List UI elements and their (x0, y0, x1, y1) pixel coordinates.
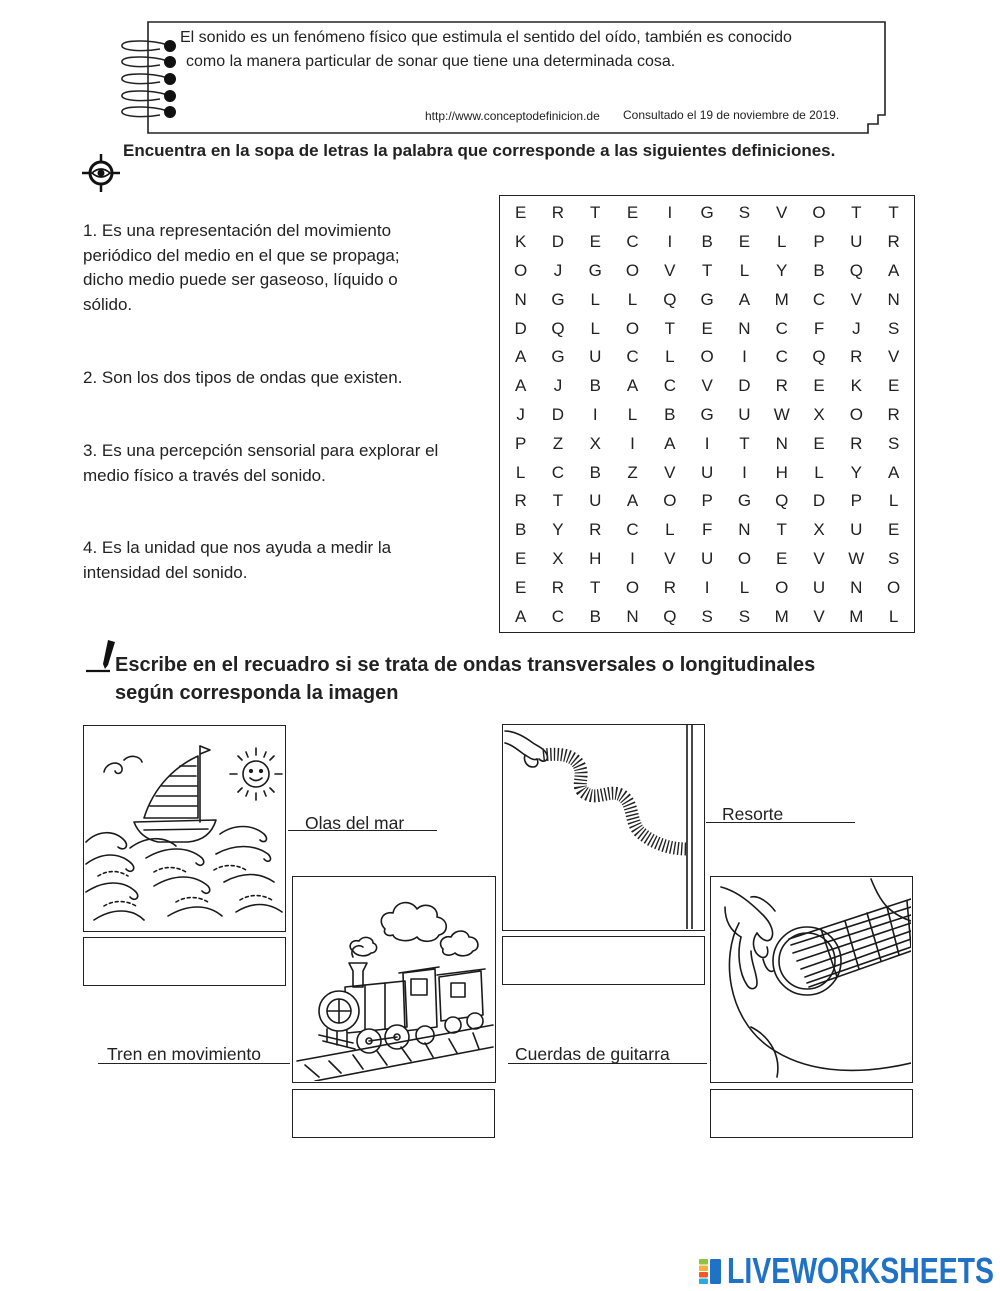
wordsearch-cell[interactable]: O (625, 577, 640, 597)
waves-instruction-line-2: según corresponda la imagen (115, 682, 399, 704)
wordsearch-cell[interactable]: J (852, 318, 861, 338)
wordsearch-cell[interactable]: L (888, 491, 899, 511)
wordsearch-cell[interactable]: S (701, 606, 713, 626)
wordsearch-cell[interactable]: E (776, 548, 788, 568)
wordsearch-cell[interactable]: G (551, 289, 565, 309)
wordsearch-cell[interactable]: B (589, 376, 601, 396)
wordsearch-cell[interactable]: G (737, 491, 752, 511)
wordsearch-cell[interactable]: L (627, 289, 638, 309)
wordsearch-cell[interactable]: D (551, 232, 565, 252)
sea-sailboat-illustration (84, 726, 284, 930)
wordsearch-cell[interactable]: M (774, 606, 789, 626)
definition-3 (83, 439, 438, 488)
wordsearch-cell[interactable]: R (663, 577, 676, 597)
wordsearch-cell[interactable]: R (850, 433, 863, 453)
wordsearch-cell[interactable]: Y (552, 520, 564, 540)
wordsearch-cell[interactable]: K (514, 232, 527, 252)
wordsearch-cell[interactable]: V (850, 289, 862, 309)
wordsearch-cell[interactable]: E (514, 577, 527, 597)
wordsearch-cell[interactable]: I (667, 232, 673, 252)
wordsearch-cell[interactable]: C (663, 376, 676, 396)
wordsearch-cell[interactable]: H (589, 548, 602, 568)
wordsearch-cell[interactable]: V (813, 548, 825, 568)
wordsearch-cell[interactable]: B (813, 260, 825, 280)
wordsearch-cell[interactable]: X (813, 520, 825, 540)
wordsearch-cell[interactable]: L (814, 462, 824, 482)
wordsearch-cell[interactable]: G (700, 289, 714, 309)
wordsearch-cell[interactable]: C (775, 347, 788, 367)
hand-drawing (505, 731, 547, 767)
wordsearch-cell[interactable]: O (663, 491, 677, 511)
wind-curls-drawing (104, 756, 142, 773)
wordsearch-cell[interactable]: O (849, 404, 863, 424)
source-link[interactable]: http://www.conceptodefinicion.de (425, 109, 600, 123)
wordsearch-cell[interactable]: R (551, 577, 565, 597)
wordsearch-cell[interactable]: C (812, 289, 826, 309)
wordsearch-cell[interactable]: G (700, 404, 714, 424)
wordsearch-cell[interactable]: Z (627, 462, 638, 482)
wordsearch-cell[interactable]: R (589, 520, 602, 540)
wordsearch-cell[interactable]: N (775, 433, 788, 453)
note-text-line-2: como la manera particular de sonar que tiene una determinada cosa. (186, 53, 676, 70)
wordsearch-cell[interactable]: I (630, 433, 635, 453)
answer-box-train[interactable] (292, 1089, 495, 1138)
wordsearch-cell[interactable]: L (888, 606, 899, 626)
wordsearch-cell[interactable]: J (553, 376, 563, 396)
wordsearch-cell[interactable]: U (589, 491, 602, 511)
spring-illustration (503, 725, 703, 929)
wordsearch-instruction: Encuentra en la sopa de letras la palabra que corresponde a las siguientes definiciones. (123, 141, 836, 160)
wordsearch-cell[interactable]: U (812, 577, 826, 597)
sea-waves-drawing (86, 827, 282, 921)
wordsearch-cell[interactable]: T (739, 433, 750, 453)
wordsearch-cell[interactable]: D (551, 404, 565, 424)
guitar-illustration (711, 877, 911, 1081)
wordsearch-cell[interactable]: O (700, 347, 714, 367)
wordsearch-cell[interactable]: A (514, 347, 527, 367)
wordsearch-cell[interactable]: A (738, 289, 751, 309)
wordsearch-grid[interactable] (499, 195, 915, 633)
wordsearch-cell[interactable]: R (551, 203, 565, 223)
waves-instruction-line-1: Escribe en el recuadro si se trata de ondas transversales o longitudinales (115, 654, 816, 676)
wordsearch-cell[interactable]: N (850, 577, 863, 597)
wordsearch-cell[interactable]: B (514, 520, 527, 540)
wordsearch-cell[interactable]: T (888, 203, 899, 223)
definition-line: sólido. (83, 294, 133, 314)
wordsearch-cell[interactable]: L (739, 260, 750, 280)
answer-box-guitar[interactable] (710, 1089, 913, 1138)
wordsearch-cell[interactable]: L (515, 462, 526, 482)
wordsearch-cell[interactable]: S (887, 433, 900, 453)
wordsearch-cell[interactable]: N (887, 289, 900, 309)
wordsearch-cell[interactable]: D (514, 318, 527, 338)
wordsearch-cell[interactable]: N (514, 289, 527, 309)
wordsearch-cell[interactable]: E (887, 376, 900, 396)
wordsearch-cell[interactable]: F (701, 520, 713, 540)
brand-logo-icon (698, 1258, 724, 1285)
wordsearch-cell[interactable]: X (552, 548, 564, 568)
wordsearch-cell[interactable]: Q (551, 318, 565, 338)
wordsearch-cell[interactable]: N (738, 520, 751, 540)
wordsearch-cell[interactable]: T (701, 260, 713, 280)
wordsearch-cell[interactable]: S (738, 606, 751, 626)
eye-target-icon (82, 154, 120, 192)
definition-line: intensidad del sonido. (83, 562, 248, 582)
wordsearch-cell[interactable]: B (589, 462, 601, 482)
wordsearch-cell[interactable]: B (664, 404, 676, 424)
wordsearch-cell[interactable]: S (887, 548, 900, 568)
wordsearch-cell[interactable]: A (887, 260, 900, 280)
wordsearch-cell[interactable]: Q (849, 260, 863, 280)
wordsearch-cell[interactable]: E (514, 203, 527, 223)
wordsearch-cell[interactable]: R (850, 347, 863, 367)
wordsearch-cell[interactable]: O (812, 203, 826, 223)
wordsearch-cell[interactable]: V (664, 260, 676, 280)
wordsearch-cell[interactable]: U (589, 347, 602, 367)
definition-4 (83, 536, 391, 585)
wordsearch-cell[interactable]: Q (663, 606, 677, 626)
wordsearch-cell[interactable]: I (592, 404, 598, 424)
wordsearch-cell[interactable]: R (775, 376, 788, 396)
wordsearch-cell[interactable]: E (738, 232, 751, 252)
wordsearch-cell[interactable]: C (551, 462, 565, 482)
wordsearch-cell[interactable]: A (887, 462, 900, 482)
answer-box-spring[interactable] (502, 936, 705, 985)
wordsearch-cell[interactable]: P (813, 232, 825, 252)
wordsearch-cell[interactable]: N (738, 318, 751, 338)
label-underline (98, 1063, 290, 1064)
wordsearch-cell[interactable]: P (850, 491, 862, 511)
wordsearch-cell[interactable]: E (701, 318, 713, 338)
wordsearch-cell[interactable]: O (514, 260, 528, 280)
wordsearch-cell[interactable]: T (776, 520, 787, 540)
wordsearch-cell[interactable]: T (590, 203, 601, 223)
wordsearch-cell[interactable]: T (590, 577, 601, 597)
wordsearch-cell[interactable]: C (626, 347, 639, 367)
wordsearch-cell[interactable]: V (701, 376, 713, 396)
wordsearch-cell[interactable]: U (700, 548, 714, 568)
wordsearch-cell[interactable]: V (776, 203, 788, 223)
note-text-line-1: El sonido es un fenómeno físico que estimula el sentido del oído, también es conocido (180, 29, 792, 46)
wordsearch-cell[interactable]: Y (776, 260, 788, 280)
wordsearch-cell[interactable]: U (850, 232, 863, 252)
wordsearch-cell[interactable]: V (887, 347, 900, 367)
wordsearch-cell[interactable]: O (625, 260, 640, 280)
sea-sailboat-picture (83, 725, 286, 932)
spiral-binding-icon (110, 28, 185, 128)
label-sea-waves: Olas del mar (305, 813, 405, 833)
spring-picture (502, 724, 705, 931)
wordsearch-cell[interactable]: A (514, 376, 527, 396)
wordsearch-cell[interactable]: E (813, 433, 825, 453)
wordsearch-cell[interactable]: O (625, 318, 640, 338)
wordsearch-cell[interactable]: S (887, 318, 900, 338)
wordsearch-cell[interactable]: L (590, 289, 600, 309)
definition-line: 4. Es la unidad que nos ayuda a medir la (83, 538, 392, 557)
definition-line: 1. Es una representación del movimiento (83, 221, 392, 240)
wordsearch-cell[interactable]: O (887, 577, 901, 597)
wordsearch-cell[interactable]: A (514, 606, 527, 626)
brand-logo[interactable] (726, 1250, 998, 1290)
definition-line: periódico del medio en el que se propaga; (83, 245, 400, 265)
wordsearch-cell[interactable]: B (701, 232, 713, 252)
definition-line: 2. Son los dos tipos de ondas que existen. (83, 368, 403, 387)
label-underline (288, 830, 437, 831)
wordsearch-cell[interactable]: Y (850, 462, 862, 482)
wordsearch-cell[interactable]: L (739, 577, 750, 597)
definition-line: medio físico a través del sonido. (83, 465, 326, 485)
wordsearch-cell[interactable]: I (667, 203, 673, 223)
wordsearch-cell[interactable]: X (589, 433, 601, 453)
wordsearch-cell[interactable]: S (738, 203, 751, 223)
clouds-drawing (350, 903, 478, 956)
wordsearch-cell[interactable]: T (851, 203, 862, 223)
wordsearch-cell[interactable]: M (774, 289, 789, 309)
wordsearch-cell[interactable]: D (738, 376, 751, 396)
train-illustration (293, 877, 494, 1081)
wordsearch-cell[interactable]: A (626, 376, 639, 396)
wordsearch-cell[interactable]: G (588, 260, 602, 280)
wordsearch-cell[interactable]: I (742, 347, 747, 367)
wordsearch-cell[interactable]: A (626, 491, 639, 511)
wordsearch-cell[interactable]: E (589, 232, 601, 252)
wordsearch-cell[interactable]: L (627, 404, 638, 424)
wordsearch-cell[interactable]: T (552, 491, 564, 511)
consulted-date: Consultado el 19 de noviembre de 2019. (623, 108, 840, 122)
wordsearch-cell[interactable]: U (850, 520, 863, 540)
wordsearch-cell[interactable]: L (665, 520, 675, 540)
wordsearch-cell[interactable]: M (849, 606, 864, 626)
wordsearch-cell[interactable]: V (664, 462, 676, 482)
label-underline (508, 1063, 707, 1064)
wordsearch-cell[interactable]: R (514, 491, 527, 511)
wordsearch-cell[interactable]: C (626, 520, 639, 540)
wordsearch-cell[interactable]: G (551, 347, 565, 367)
wordsearch-cell[interactable]: E (887, 520, 900, 540)
wordsearch-cell[interactable]: D (812, 491, 826, 511)
wordsearch-cell[interactable]: T (664, 318, 676, 338)
wordsearch-cell[interactable]: P (514, 433, 527, 453)
wordsearch-cell[interactable]: O (775, 577, 789, 597)
wordsearch-cell[interactable]: U (738, 404, 751, 424)
definition-line: 3. Es una percepción sensorial para explorar el (83, 441, 439, 460)
wordsearch-cell[interactable]: B (589, 606, 601, 626)
wordsearch-cell[interactable]: C (626, 232, 639, 252)
definition-line: dicho medio puede ser gaseoso, líquido o (83, 270, 398, 289)
wordsearch-cell[interactable]: Q (812, 347, 826, 367)
wordsearch-cell[interactable]: H (775, 462, 788, 482)
wordsearch-cell[interactable]: R (887, 232, 900, 252)
train-drawing (319, 946, 485, 1053)
guitar-picture (710, 876, 913, 1083)
wordsearch-cell[interactable]: V (664, 548, 676, 568)
wordsearch-cell[interactable]: R (887, 404, 900, 424)
wordsearch-cell[interactable]: V (813, 606, 825, 626)
label-guitar: Cuerdas de guitarra (515, 1044, 670, 1064)
wordsearch-cell[interactable]: C (551, 606, 565, 626)
wordsearch-cell[interactable]: I (704, 433, 710, 453)
wordsearch-cell[interactable]: A (664, 433, 676, 453)
label-train: Tren en movimiento (107, 1044, 261, 1064)
wordsearch-cell[interactable]: Z (552, 433, 564, 453)
wordsearch-cell[interactable]: X (813, 404, 825, 424)
wordsearch-cell[interactable]: F (813, 318, 825, 338)
label-spring: Resorte (722, 804, 784, 824)
wordsearch-cell[interactable]: J (516, 404, 525, 424)
wordsearch-cell[interactable]: G (700, 203, 714, 223)
wordsearch-cell[interactable]: I (742, 462, 747, 482)
wordsearch-cell[interactable]: L (776, 232, 787, 252)
label-underline (706, 822, 855, 823)
wordsearch-cell[interactable]: Q (663, 289, 677, 309)
sailboat-drawing (134, 746, 216, 842)
answer-box-sea-waves[interactable] (83, 937, 286, 986)
wordsearch-cell[interactable]: E (514, 548, 527, 568)
sun-drawing (230, 748, 282, 800)
wordsearch-cell[interactable]: E (813, 376, 825, 396)
slinky-coil-drawing (543, 754, 687, 849)
wordsearch-cell[interactable]: K (850, 376, 862, 396)
wordsearch-cell[interactable]: N (626, 606, 639, 626)
wordsearch-cell[interactable]: I (630, 548, 635, 568)
wordsearch-cell[interactable]: I (704, 577, 710, 597)
wordsearch-cell[interactable]: P (701, 491, 713, 511)
definition-1 (83, 219, 400, 317)
wordsearch-cell[interactable]: W (848, 548, 865, 568)
brand-logo-text: LIVEWORKSHEETS (727, 1250, 994, 1290)
definition-2 (83, 366, 402, 391)
wordsearch-cell[interactable]: L (590, 318, 600, 338)
wordsearch-cell[interactable]: J (553, 260, 563, 280)
wordsearch-cell[interactable]: O (737, 548, 752, 568)
wordsearch-cell[interactable]: C (775, 318, 788, 338)
train-picture (292, 876, 496, 1083)
wordsearch-cell[interactable]: L (665, 347, 675, 367)
wordsearch-cell[interactable]: W (773, 404, 790, 424)
wordsearch-cell[interactable]: E (626, 203, 639, 223)
pencil-icon (84, 638, 118, 674)
wordsearch-cell[interactable]: Q (775, 491, 789, 511)
wall-drawing (687, 725, 692, 929)
wordsearch-cell[interactable]: U (700, 462, 714, 482)
